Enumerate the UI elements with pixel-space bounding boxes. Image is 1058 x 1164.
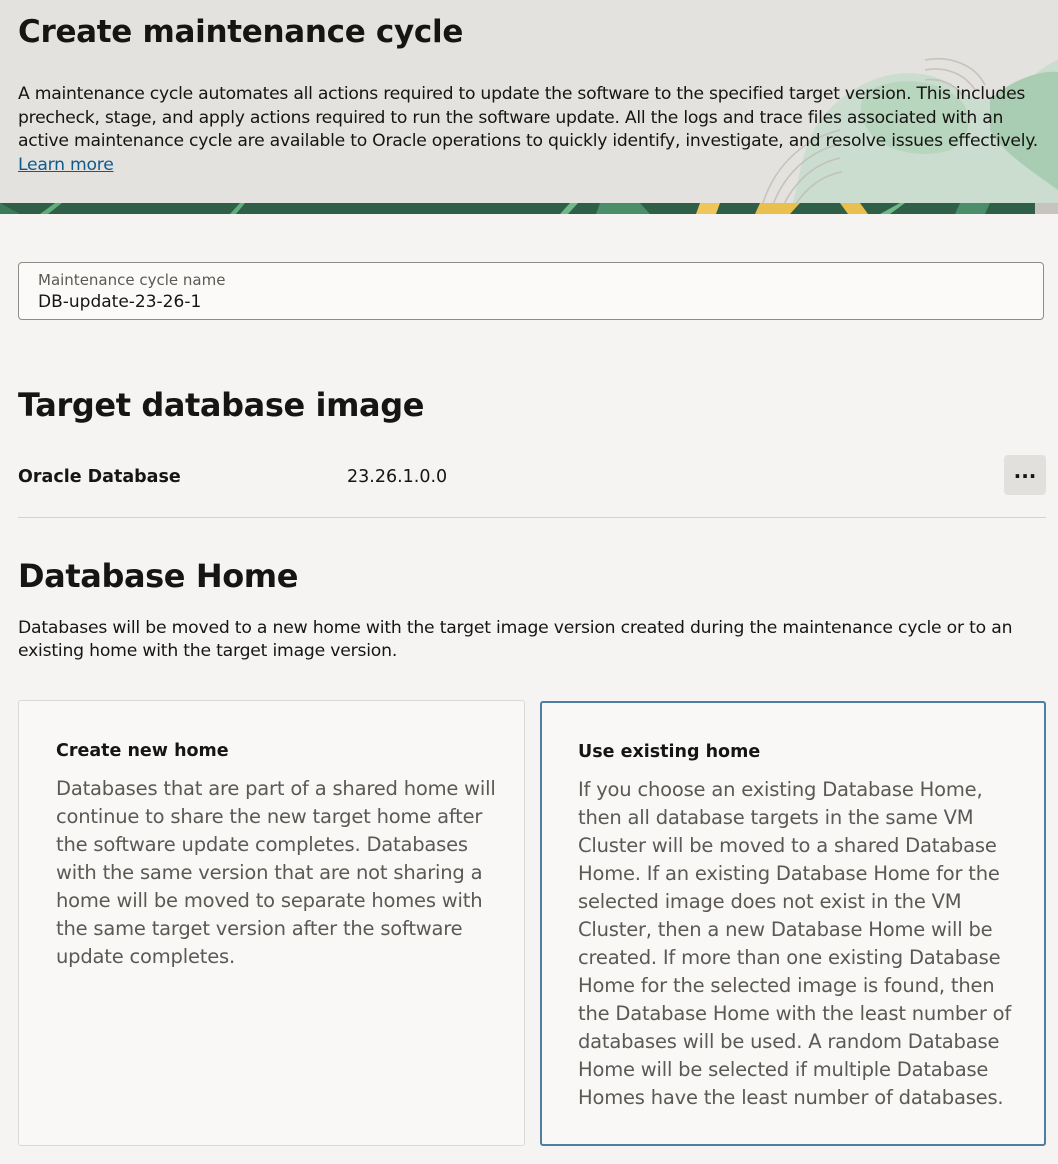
- option-card-use-existing-home[interactable]: [540, 701, 1046, 1146]
- image-version-value: 23.26.1.0.0: [347, 467, 448, 487]
- database-home-description: Databases will be moved to a new home with the target image version created during the maintenance cycle or to an existing home with the target image version.: [18, 618, 1013, 661]
- option-card-text: If you choose an existing Database Home, then all database targets in the same VM Cluster will be moved to a shared Database Home. If an existing Database Home for the selected image does not exist in the VM Cluster, then a new Database Home will be created. If more than one existing Database Home for the selected image is found, then the Database Home with the least number of databases will be used. A random Database Home will be selected if multiple Database Homes have the least number of databases.: [578, 778, 1012, 1109]
- maintenance-cycle-name-field[interactable]: [18, 262, 1044, 320]
- option-card-create-new-home[interactable]: [18, 700, 525, 1146]
- maintenance-cycle-name-label: Maintenance cycle name: [38, 271, 226, 289]
- learn-more-link[interactable]: Learn more: [18, 154, 114, 175]
- page-description: [18, 83, 1038, 177]
- image-type-label: Oracle Database: [18, 467, 181, 487]
- option-card-title: Create new home: [56, 741, 229, 761]
- ellipsis-icon: ...: [1013, 459, 1037, 483]
- maintenance-cycle-name-input[interactable]: [38, 292, 1018, 312]
- target-image-heading: Target database image: [18, 386, 425, 424]
- more-actions-button[interactable]: [1004, 455, 1046, 495]
- option-card-text: Databases that are part of a shared home will continue to share the new target home after the software update completes. Databases with the same version that are not sharing a home will be moved to separate homes with the same target version after the software update completes.: [56, 777, 496, 968]
- database-home-heading: Database Home: [18, 557, 299, 595]
- section-divider: [18, 517, 1046, 518]
- page-title: Create maintenance cycle: [18, 14, 464, 50]
- header-banner: [0, 0, 1058, 214]
- option-card-title: Use existing home: [578, 742, 761, 762]
- page-description-text: A maintenance cycle automates all actions required to update the software to the specified target version. This includes precheck, stage, and apply actions required to run the software update. All the logs and trace files associated with an active maintenance cycle are available to Oracle operations to quickly identify, investigate, and resolve issues effectively.: [18, 84, 1038, 151]
